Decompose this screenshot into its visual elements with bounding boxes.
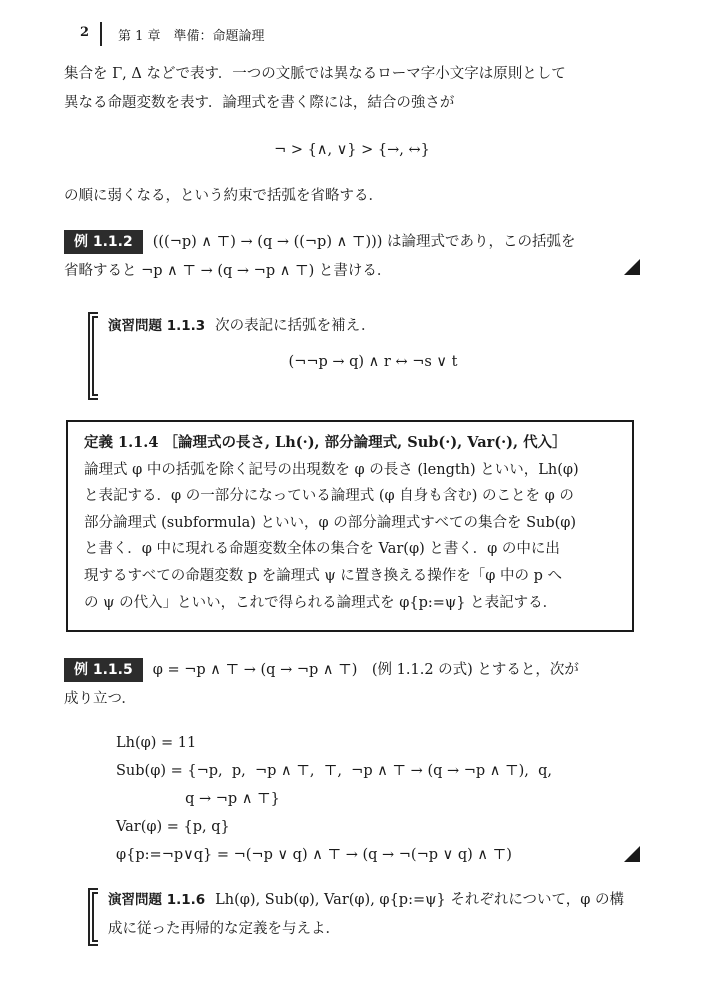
exercise-title: 演習問題 1.1.6 <box>108 892 206 908</box>
exercise-text: 次の表記に括弧を補え． <box>215 318 376 334</box>
example-label: 例 1.1.5 <box>64 658 143 682</box>
header-divider <box>100 22 102 46</box>
exercise-text: 成に従った再帰的な定義を与えよ． <box>108 921 340 937</box>
example-1-1-2 <box>64 228 640 286</box>
end-of-example-mark <box>624 259 640 275</box>
math-line-sub-cont: q → ¬p ∧ ⊤} <box>116 791 280 807</box>
math-line-var: Var(φ) = {p, q} <box>116 819 230 835</box>
example-label: 例 1.1.2 <box>64 230 143 254</box>
exercise-bracket-inner <box>92 316 98 396</box>
exercise-bracket-inner <box>92 892 98 942</box>
definition-line: と書く．φ 中に現れる命題変数全体の集合を Var(φ) と書く．φ の中に出 <box>84 541 560 558</box>
example-text: 成り立つ． <box>64 691 136 707</box>
math-line-sub: Sub(φ) = {¬p, p, ¬p ∧ ⊤, ⊤, ¬p ∧ ⊤ → (q → ¬p ∧ ⊤), q, <box>116 763 553 779</box>
intro-line: 集合を Γ, Δ などで表す．一つの文脈では異なるローマ字小文字は原則として <box>64 66 566 82</box>
definition-line: 部分論理式 (subformula) といい，φ の部分論理式すべての集合を Sub(φ) <box>84 514 577 531</box>
definition-line: の ψ の代入」といい，これで得られる論理式を φ{p:=ψ} と表記する． <box>84 594 558 611</box>
exercise-text: Lh(φ), Sub(φ), Var(φ), φ{p:=ψ} それぞれについて，φ の構 <box>215 892 625 908</box>
intro-line: 異なる命題変数を表す．論理式を書く際には，結合の強さが <box>64 95 455 111</box>
intro-conclusion: の順に弱くなる，という約束で括弧を省略する． <box>64 188 383 204</box>
precedence-formula: ¬ > {∧, ∨} > {→, ↔} <box>274 142 430 158</box>
definition-title: 定義 1.1.4 ［論理式の長さ, Lh(·), 部分論理式, Sub(·), Var(·), 代入］ <box>84 434 567 451</box>
exercise-title: 演習問題 1.1.3 <box>108 318 206 334</box>
chapter-title: 第 1 章 準備：命題論理 <box>118 29 265 44</box>
end-of-example-mark <box>624 846 640 862</box>
intro-paragraph <box>64 60 640 118</box>
example-text: 省略すると ¬p ∧ ⊤ → (q → ¬p ∧ ⊤) と書ける． <box>64 263 392 279</box>
math-line-lh: Lh(φ) = 11 <box>116 735 197 751</box>
definition-box <box>66 420 634 632</box>
example-1-1-5 <box>64 656 640 714</box>
running-header <box>80 22 640 46</box>
page-number: 2 <box>80 25 90 40</box>
definition-line: 現するすべての命題変数 p を論理式 ψ に置き換える操作を「φ 中の p へ <box>84 567 563 584</box>
example-text: (((¬p) ∧ ⊤) → (q → ((¬p) ∧ ⊤))) は論理式であり，この括弧を <box>152 234 576 250</box>
exercise-1-1-6 <box>108 886 638 944</box>
math-line-subst: φ{p:=¬p∨q} = ¬(¬p ∨ q) ∧ ⊤ → (q → ¬(¬p ∨ q) ∧ ⊤) <box>116 847 512 863</box>
example-text: φ = ¬p ∧ ⊤ → (q → ¬p ∧ ⊤) (例 1.1.2 の式) とすると，次が <box>152 662 579 678</box>
definition-line: 論理式 φ 中の括弧を除く記号の出現数を φ の長さ (length) といい，Lh(φ) <box>84 461 579 478</box>
exercise-1-1-3 <box>108 312 638 341</box>
definition-line: と表記する．φ の一部分になっている論理式 (φ 自身も含む) のことを φ の <box>84 488 574 505</box>
exercise-formula: (¬¬p → q) ∧ r ↔ ¬s ∨ t <box>288 354 458 370</box>
